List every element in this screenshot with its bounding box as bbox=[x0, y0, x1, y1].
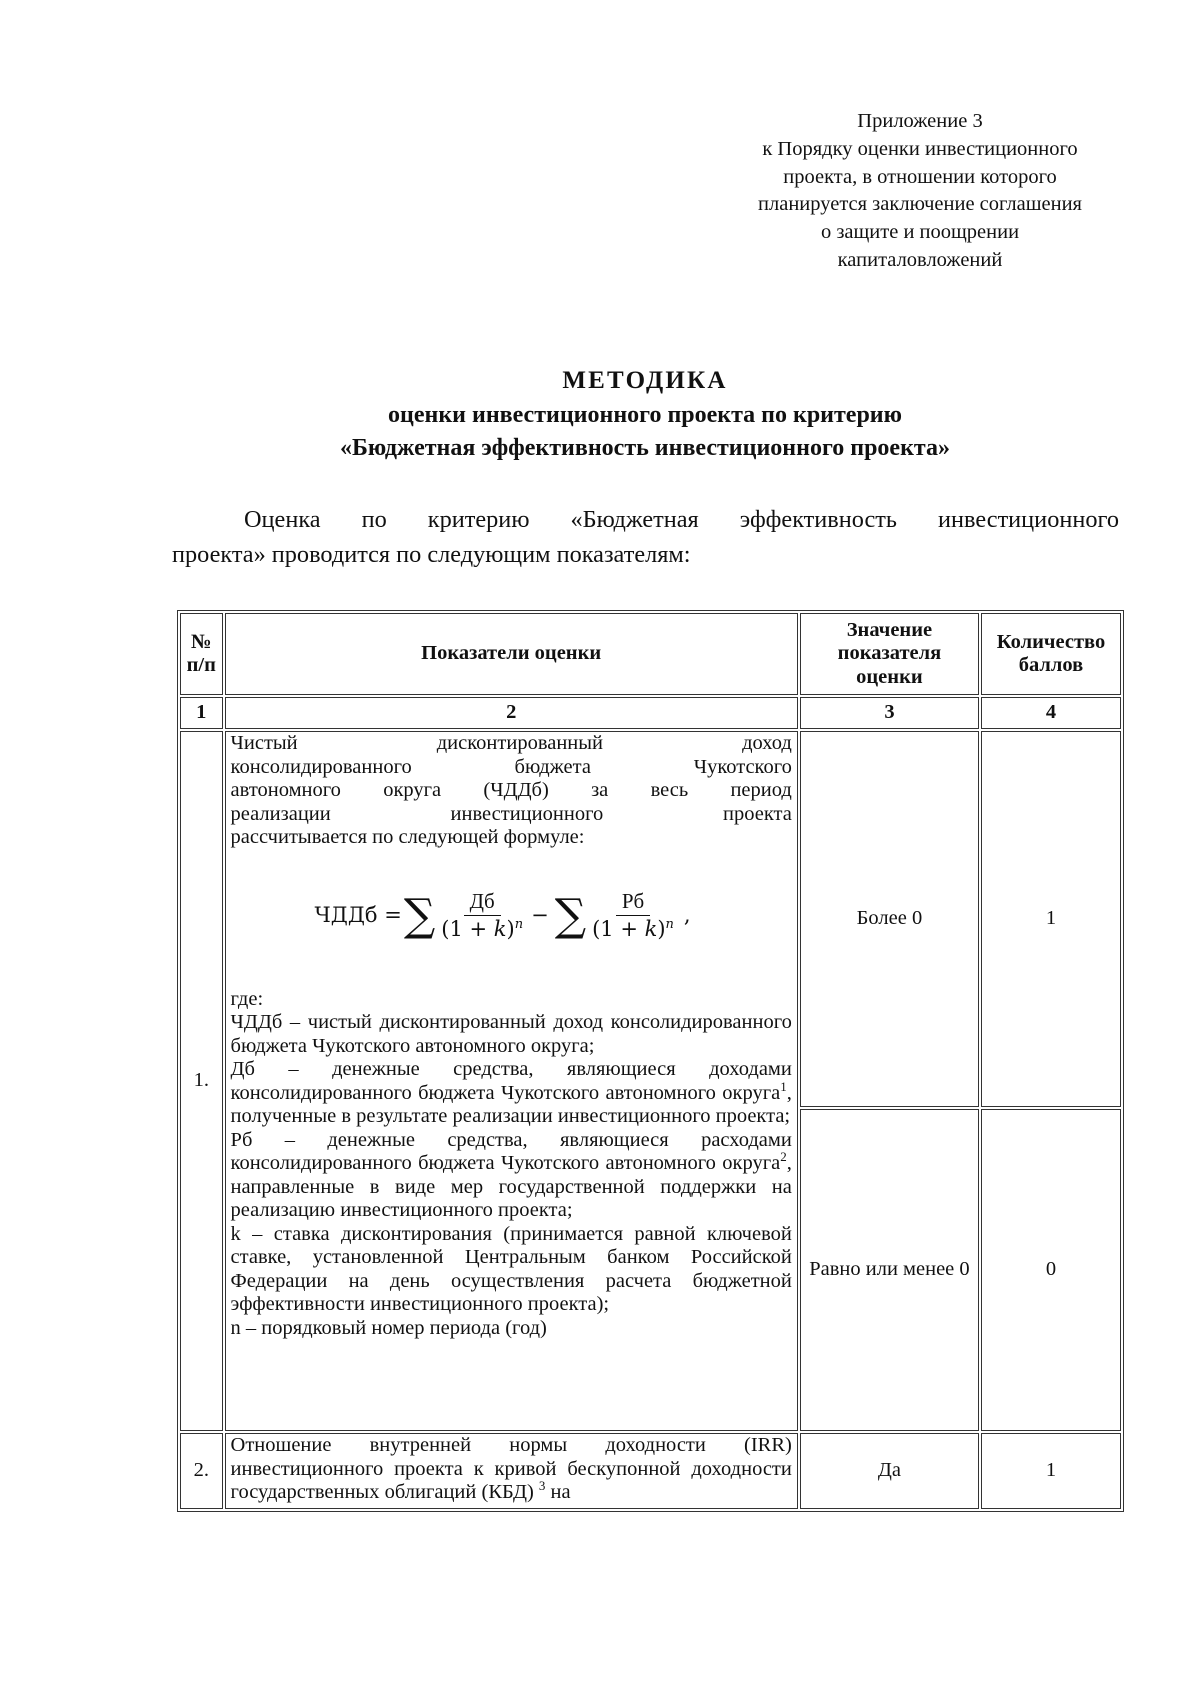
fraction-expense bbox=[592, 890, 674, 942]
formula-numerator: Дб bbox=[464, 890, 501, 917]
document-title: МЕТОДИКА bbox=[562, 367, 728, 394]
column-number-row bbox=[180, 697, 1121, 729]
appendix-line: капиталовложений bbox=[837, 248, 1003, 271]
criteria-table bbox=[178, 611, 1123, 1511]
footnote-ref: 1 bbox=[780, 1078, 787, 1094]
row-num: 2. bbox=[180, 1433, 223, 1509]
formula-denominator: $(1 + k)^n$ bbox=[592, 917, 674, 941]
intro-paragraph bbox=[172, 502, 1119, 572]
where-label: где: bbox=[230, 987, 264, 1010]
appendix-line: планируется заключение соглашения bbox=[758, 193, 1082, 216]
table-header-row bbox=[180, 613, 1121, 695]
footnote-ref: 3 bbox=[538, 1478, 546, 1494]
indicator-points: 0 bbox=[981, 1109, 1121, 1431]
desc-line: рассчитывается по следующей формуле: bbox=[230, 826, 585, 848]
indicator-description: Отношение внутренней нормы доходности (IRR) инвестиционного проекта к кривой бескупонной доходности государственных облигаций (КБД) $^3$ на bbox=[225, 1433, 798, 1509]
indicator-description bbox=[225, 731, 798, 1431]
header-value: Значение показателя оценки bbox=[800, 613, 979, 695]
indicator-points: 1 bbox=[981, 1433, 1121, 1509]
formula-denominator: $(1 + k)^n$ bbox=[441, 917, 524, 941]
indicator-points: 1 bbox=[981, 731, 1121, 1107]
npv-formula bbox=[231, 850, 792, 988]
desc-line: консолидированного бюджета Чукотского bbox=[230, 755, 792, 778]
col-number: 2 bbox=[225, 697, 798, 729]
definition: n – порядковый номер периода (год) bbox=[230, 1316, 547, 1339]
intro-line: проекта» проводится по следующим показателям: bbox=[172, 541, 691, 568]
sum-symbol: ∑ bbox=[403, 889, 436, 941]
header-indicator: Показатели оценки bbox=[225, 613, 798, 695]
desc-line: Чистый дисконтированный доход bbox=[230, 732, 792, 754]
table-row bbox=[180, 1433, 1121, 1509]
formula-comma: , bbox=[683, 902, 691, 927]
table-row bbox=[180, 731, 1121, 1107]
desc-line: автономного округа (ЧДДб) за весь период bbox=[230, 779, 792, 801]
intro-line: Оценка по критерию «Бюджетная эффективность инвестиционного bbox=[244, 506, 1119, 533]
appendix-line: о защите и поощрении bbox=[820, 221, 1020, 244]
formula-numerator: Рб bbox=[616, 890, 650, 917]
definition: ЧДДб – чистый дисконтированный доход консолидированного бюджета Чукотского автономного округа; bbox=[230, 1011, 792, 1057]
definition: Дб – денежные средства, являющиеся доходами консолидированного бюджета Чукотского автономного округа$^1$, полученные в результате реализации инвестиционного проекта; bbox=[230, 1058, 792, 1127]
appendix-line: проекта, в отношении которого bbox=[783, 165, 1057, 188]
appendix-header bbox=[700, 108, 1140, 275]
col-number: 3 bbox=[800, 697, 979, 729]
formula-minus: − bbox=[531, 902, 549, 927]
definition: k – ставка дисконтирования (принимается равной ключевой ставке, установленной Центральным банком Российской Федерации на день осуществления расчета бюджетной эффективности инвестиционного проекта); bbox=[230, 1222, 792, 1315]
appendix-line: Приложение 3 bbox=[857, 110, 983, 132]
appendix-line: к Порядку оценки инвестиционного bbox=[762, 137, 1078, 160]
col-number: 1 bbox=[180, 697, 223, 729]
indicator-value: Равно или менее 0 bbox=[800, 1109, 979, 1431]
definition: Рб – денежные средства, являющиеся расходами консолидированного бюджета Чукотского автономного округа$^2$, направленные в виде мер государственной поддержки на реализацию инвестиционного проекта; bbox=[230, 1128, 792, 1221]
col-number: 4 bbox=[981, 697, 1121, 729]
header-num: № п/п bbox=[180, 613, 223, 695]
fraction-income bbox=[441, 890, 523, 942]
indicator-value: Более 0 bbox=[800, 731, 979, 1107]
sum-symbol: ∑ bbox=[554, 889, 587, 941]
footnote-ref: 2 bbox=[780, 1149, 787, 1165]
document-subtitle: оценки инвестиционного проекта по критерию bbox=[388, 402, 902, 428]
header-points: Количество баллов bbox=[981, 613, 1121, 695]
row-num: 1. bbox=[180, 731, 223, 1431]
document-subtitle-criterion: «Бюджетная эффективность инвестиционного проекта» bbox=[340, 435, 950, 461]
formula-lhs: ЧДДб = bbox=[314, 902, 402, 927]
desc-line: реализации инвестиционного проекта bbox=[230, 802, 792, 825]
indicator-value: Да bbox=[800, 1433, 979, 1509]
